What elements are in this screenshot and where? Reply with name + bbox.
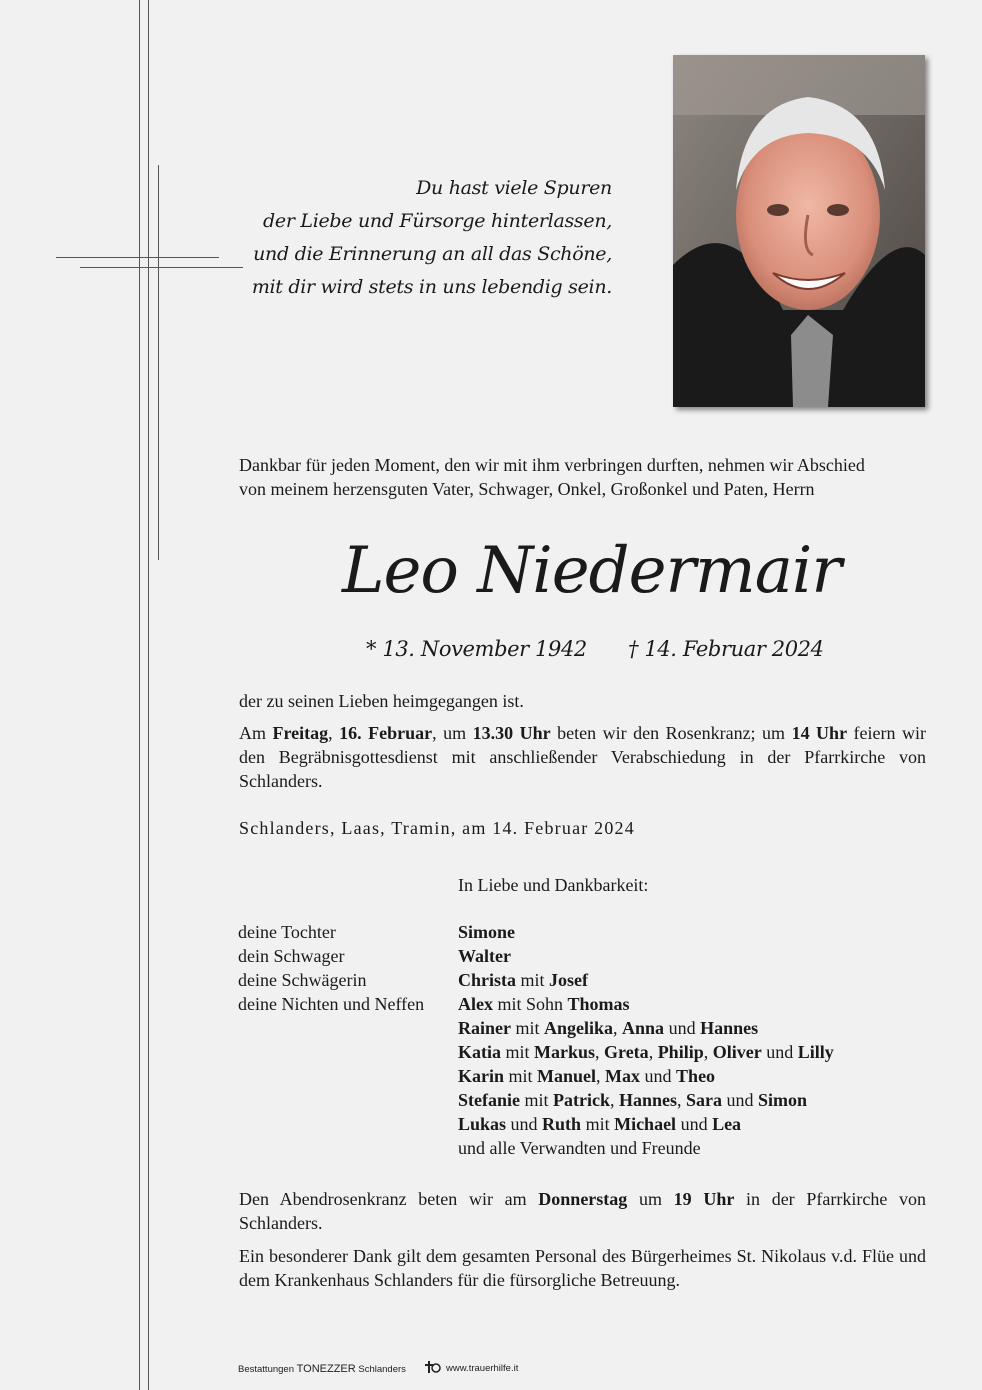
family-line: Stefanie mit Patrick, Hannes, Sara und Simon	[458, 1090, 808, 1110]
closing-line: In Liebe und Dankbarkeit:	[458, 875, 649, 895]
family-line: Rainer mit Angelika, Anna und Hannes	[458, 1018, 759, 1038]
service-text: Am Freitag, 16. Februar, um 13.30 Uhr beten wir den Rosenkranz; um 14 Uhr feiern wir den Begräbnisgottesdienst mit anschließender Verabschiedung in der Pfarrkirche von Schlanders.	[239, 723, 927, 791]
deceased-name: Leo Niedermair	[342, 534, 841, 608]
portrait-photo	[673, 55, 925, 407]
poem	[252, 172, 612, 304]
passed-text: der zu seinen Lieben heimgegangen ist.	[239, 691, 524, 711]
family-line: Christa mit Josef	[458, 970, 589, 990]
footer-website[interactable]: www.trauerhilfe.it	[446, 1363, 519, 1374]
death-date: † 14. Februar 2024	[628, 637, 824, 661]
family-line: und alle Verwandten und Freunde	[458, 1138, 701, 1158]
family-line: Alex mit Sohn Thomas	[458, 994, 630, 1014]
family-line: Katia mit Markus, Greta, Philip, Oliver und Lilly	[458, 1042, 834, 1062]
birth-date: * 13. November 1942	[366, 637, 587, 661]
family-line: Lukas und Ruth mit Michael und Lea	[458, 1114, 742, 1134]
footer-funeral-home: Bestattungen TONEZZER Schlanders	[238, 1363, 406, 1375]
relation-label: deine Tochter	[238, 922, 336, 942]
intro-line: Dankbar für jeden Moment, den wir mit ihm verbringen durften, nehmen wir Abschied	[239, 455, 865, 475]
border-line-right	[148, 0, 149, 1390]
poem-line: und die Erinnerung an all das Schöne,	[253, 243, 612, 265]
poem-line: mit dir wird stets in uns lebendig sein.	[251, 276, 612, 298]
poem-line: der Liebe und Fürsorge hinterlassen,	[263, 210, 612, 232]
family-line: Simone	[458, 922, 516, 942]
relation-label: deine Schwägerin	[238, 970, 367, 990]
trauerhilfe-logo-icon	[425, 1360, 441, 1379]
thanks-text: Ein besonderer Dank gilt dem gesamten Personal des Bürgerheimes St. Nikolaus v.d. Flüe und dem Krankenhaus Schlanders für die fürsorgliche Betreuung.	[239, 1246, 926, 1290]
evening-prayer-text: Den Abendrosenkranz beten wir am Donnerstag um 19 Uhr in der Pfarrkirche von Schlanders.	[239, 1189, 926, 1233]
relation-label: dein Schwager	[238, 946, 345, 966]
family-line: Karin mit Manuel, Max und Theo	[458, 1066, 716, 1086]
poem-line: Du hast viele Spuren	[416, 177, 612, 199]
relation-label: deine Nichten und Neffen	[238, 994, 425, 1014]
border-line-left	[139, 0, 140, 1390]
intro-line: von meinem herzensguten Vater, Schwager, Onkel, Großonkel und Paten, Herrn	[239, 479, 815, 499]
place-date: Schlanders, Laas, Tramin, am 14. Februar 2024	[239, 818, 635, 838]
intro-text	[239, 453, 926, 501]
family-line: Walter	[458, 946, 511, 966]
